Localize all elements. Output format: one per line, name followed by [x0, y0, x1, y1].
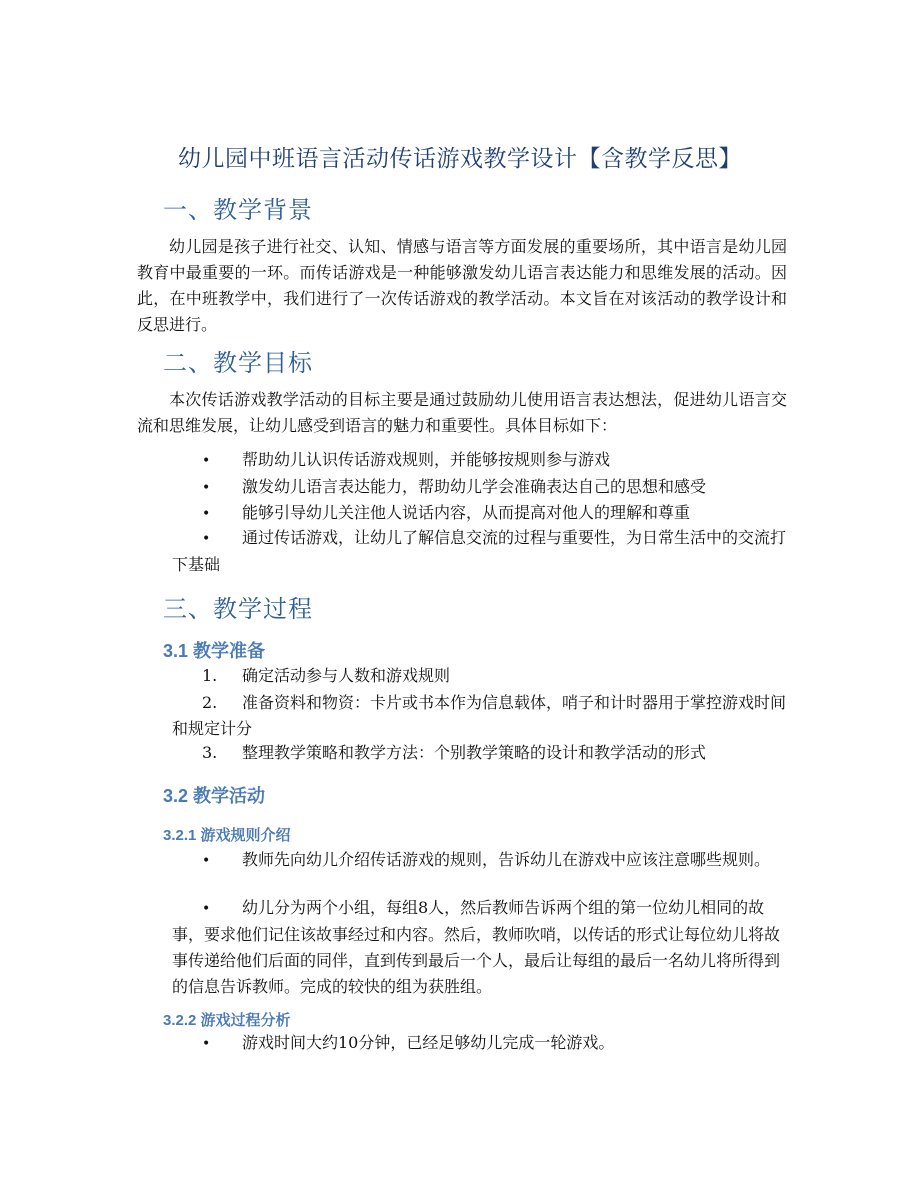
- prep-item: [172, 740, 787, 766]
- goal-item-text: 激发幼儿语言表达能力，帮助幼儿学会准确表达自己的思想和感受: [242, 477, 707, 496]
- goal-item-text: 能够引导幼儿关注他人说话内容，从而提高对他人的理解和尊重: [242, 503, 691, 522]
- rules-item: [172, 847, 787, 874]
- bullet-icon: •: [202, 480, 211, 496]
- section-heading-background: 一、教学背景: [163, 196, 313, 224]
- bullet-icon: •: [202, 901, 211, 917]
- goal-item: [172, 525, 787, 578]
- section-heading-goals: 二、教学目标: [163, 349, 313, 377]
- document-title: 幼儿园中班语言活动传话游戏教学设计【含教学反思】: [178, 146, 742, 172]
- goal-item: [172, 447, 787, 474]
- goal-item-text: 通过传话游戏，让幼儿了解信息交流的过程与重要性，为日常生活中的交流打下基础: [172, 528, 787, 574]
- background-paragraph: 幼儿园是孩子进行社交、认知、情感与语言等方面发展的重要场所，其中语言是幼儿园教育中最重要的一环。而传话游戏是一种能够激发幼儿语言表达能力和思维发展的活动。因此，在中班教学中，我们进行了一次传话游戏的教学活动。本文旨在对该活动的教学设计和反思进行。: [137, 237, 787, 334]
- rules-item-text: 幼儿分为两个小组，每组8人，然后教师告诉两个组的第一位幼儿相同的故事，要求他们记住该故事经过和内容。然后，教师吹哨，以传话的形式让每位幼儿将故事传递给他们后面的同伴，直到传到最后一个人，最后让每组的最后一名幼儿将所得到的信息告诉教师。完成的较快的组为获胜组。: [172, 898, 781, 996]
- item-number: 1.: [202, 666, 218, 685]
- subsubsection-heading-analysis: 3.2.2 游戏过程分析: [163, 1012, 291, 1029]
- prep-item-text: 整理教学策略和教学方法：个别教学策略的设计和教学活动的形式: [242, 743, 707, 762]
- item-number: 3.: [202, 743, 218, 762]
- prep-item-text: 确定活动参与人数和游戏规则: [242, 666, 451, 685]
- goals-paragraph: 本次传话游戏教学活动的目标主要是通过鼓励幼儿使用语言表达想法，促进幼儿语言交流和思维发展，让幼儿感受到语言的魅力和重要性。具体目标如下：: [137, 390, 787, 435]
- prep-item: [172, 663, 787, 689]
- item-number: 2.: [202, 693, 218, 712]
- analysis-item-text: 游戏时间大约10分钟，已经足够幼儿完成一轮游戏。: [242, 1033, 615, 1052]
- section-heading-process: 三、教学过程: [163, 595, 313, 623]
- bullet-icon: •: [202, 506, 211, 522]
- subsection-heading-activity: 3.2 教学活动: [163, 786, 266, 806]
- rules-item-text: 教师先向幼儿介绍传话游戏的规则，告诉幼儿在游戏中应该注意哪些规则。: [242, 850, 771, 869]
- bullet-icon: •: [202, 453, 211, 469]
- goal-item: [172, 474, 787, 501]
- rules-item: [172, 895, 787, 1000]
- subsection-heading-prep: 3.1 教学准备: [163, 641, 266, 661]
- goal-item-text: 帮助幼儿认识传话游戏规则，并能够按规则参与游戏: [242, 450, 611, 469]
- bullet-icon: •: [202, 1036, 211, 1052]
- subsubsection-heading-rules: 3.2.1 游戏规则介绍: [163, 827, 291, 844]
- bullet-icon: •: [202, 531, 211, 547]
- goal-item: [172, 500, 787, 527]
- bullet-icon: •: [202, 853, 211, 869]
- analysis-item: [172, 1030, 787, 1057]
- prep-item: [172, 690, 787, 742]
- prep-item-text: 准备资料和物资：卡片或书本作为信息载体，哨子和计时器用于掌控游戏时间和规定计分: [172, 693, 787, 738]
